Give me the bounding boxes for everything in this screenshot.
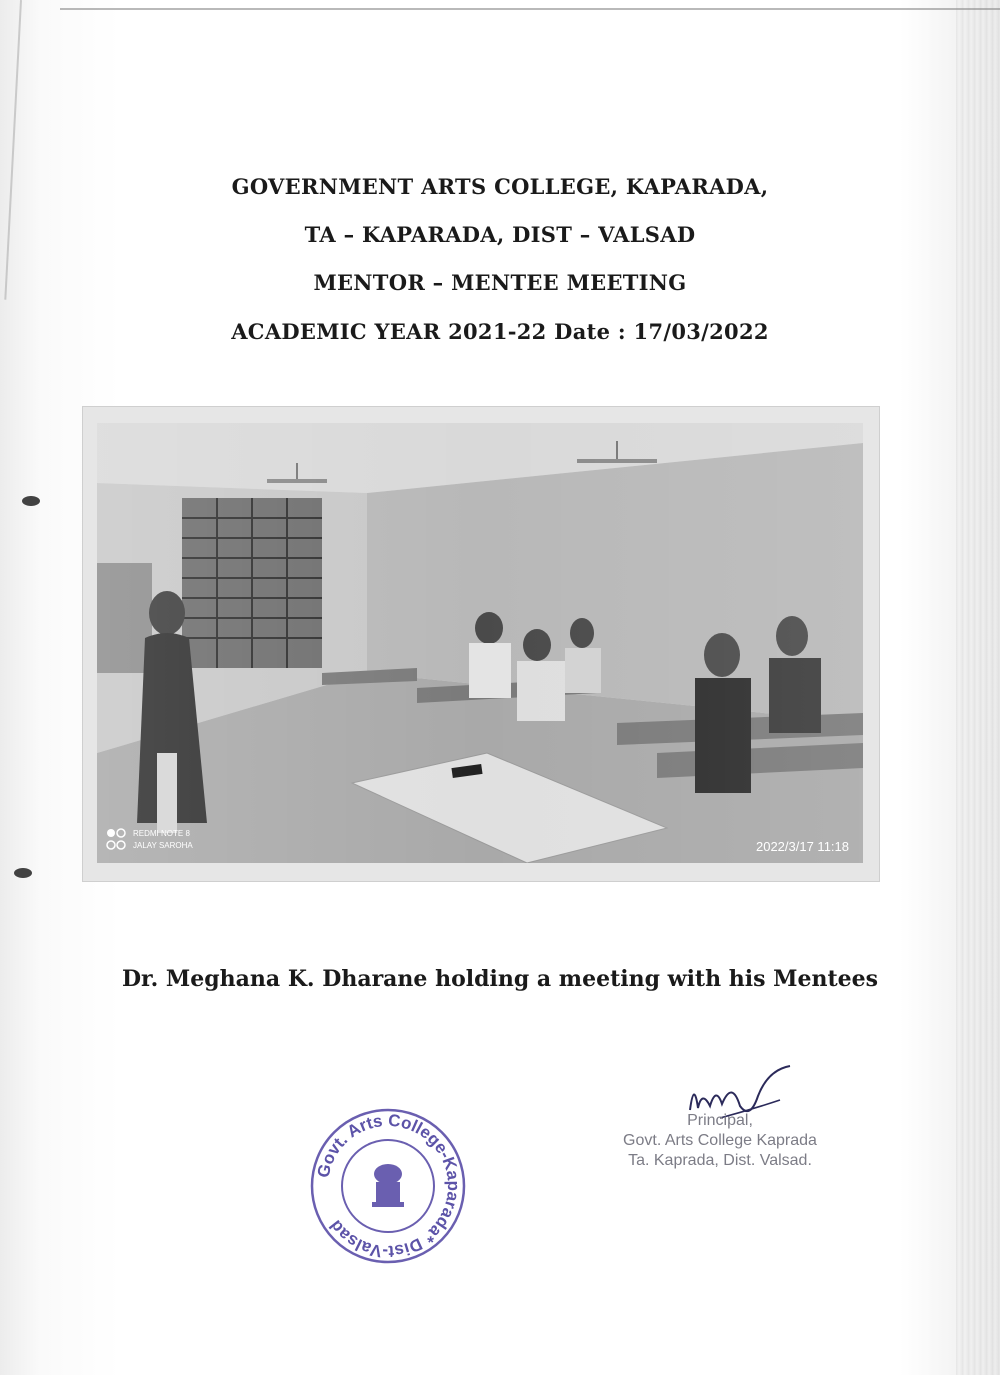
principal-title: Principal, (687, 1112, 753, 1129)
watermark-line2: JALAY SAROHA (133, 841, 193, 850)
photo-caption: Dr. Meghana K. Dharane holding a meeting with his Mentees (121, 966, 879, 992)
scan-top-edge (60, 8, 1000, 10)
page-edge-shadow (956, 0, 1000, 1375)
principal-college: Govt. Arts College Kaprada (623, 1132, 817, 1149)
punch-hole-top (22, 496, 40, 506)
watermark-line1: REDMI NOTE 8 (133, 829, 190, 838)
college-address: TA – KAPARADA, DIST – VALSAD (304, 222, 696, 247)
scan-left-edge (4, 0, 22, 300)
principal-signature-block (590, 1060, 850, 1190)
punch-hole-bottom (14, 868, 32, 878)
meeting-photo (97, 423, 863, 863)
principal-address: Ta. Kaprada, Dist. Valsad. (628, 1152, 812, 1169)
svg-text:Govt. Arts College-Kaparada* D: Govt. Arts College-Kaparada* Dist-Valsad (313, 1110, 464, 1262)
academic-year-date: ACADEMIC YEAR 2021-22 Date : 17/03/2022 (231, 319, 769, 344)
college-seal (308, 1106, 468, 1266)
meeting-title: MENTOR – MENTEE MEETING (313, 270, 687, 295)
college-name: GOVERNMENT ARTS COLLEGE, KAPARADA, (231, 174, 769, 199)
photo-timestamp: 2022/3/17 11:18 (755, 839, 849, 854)
